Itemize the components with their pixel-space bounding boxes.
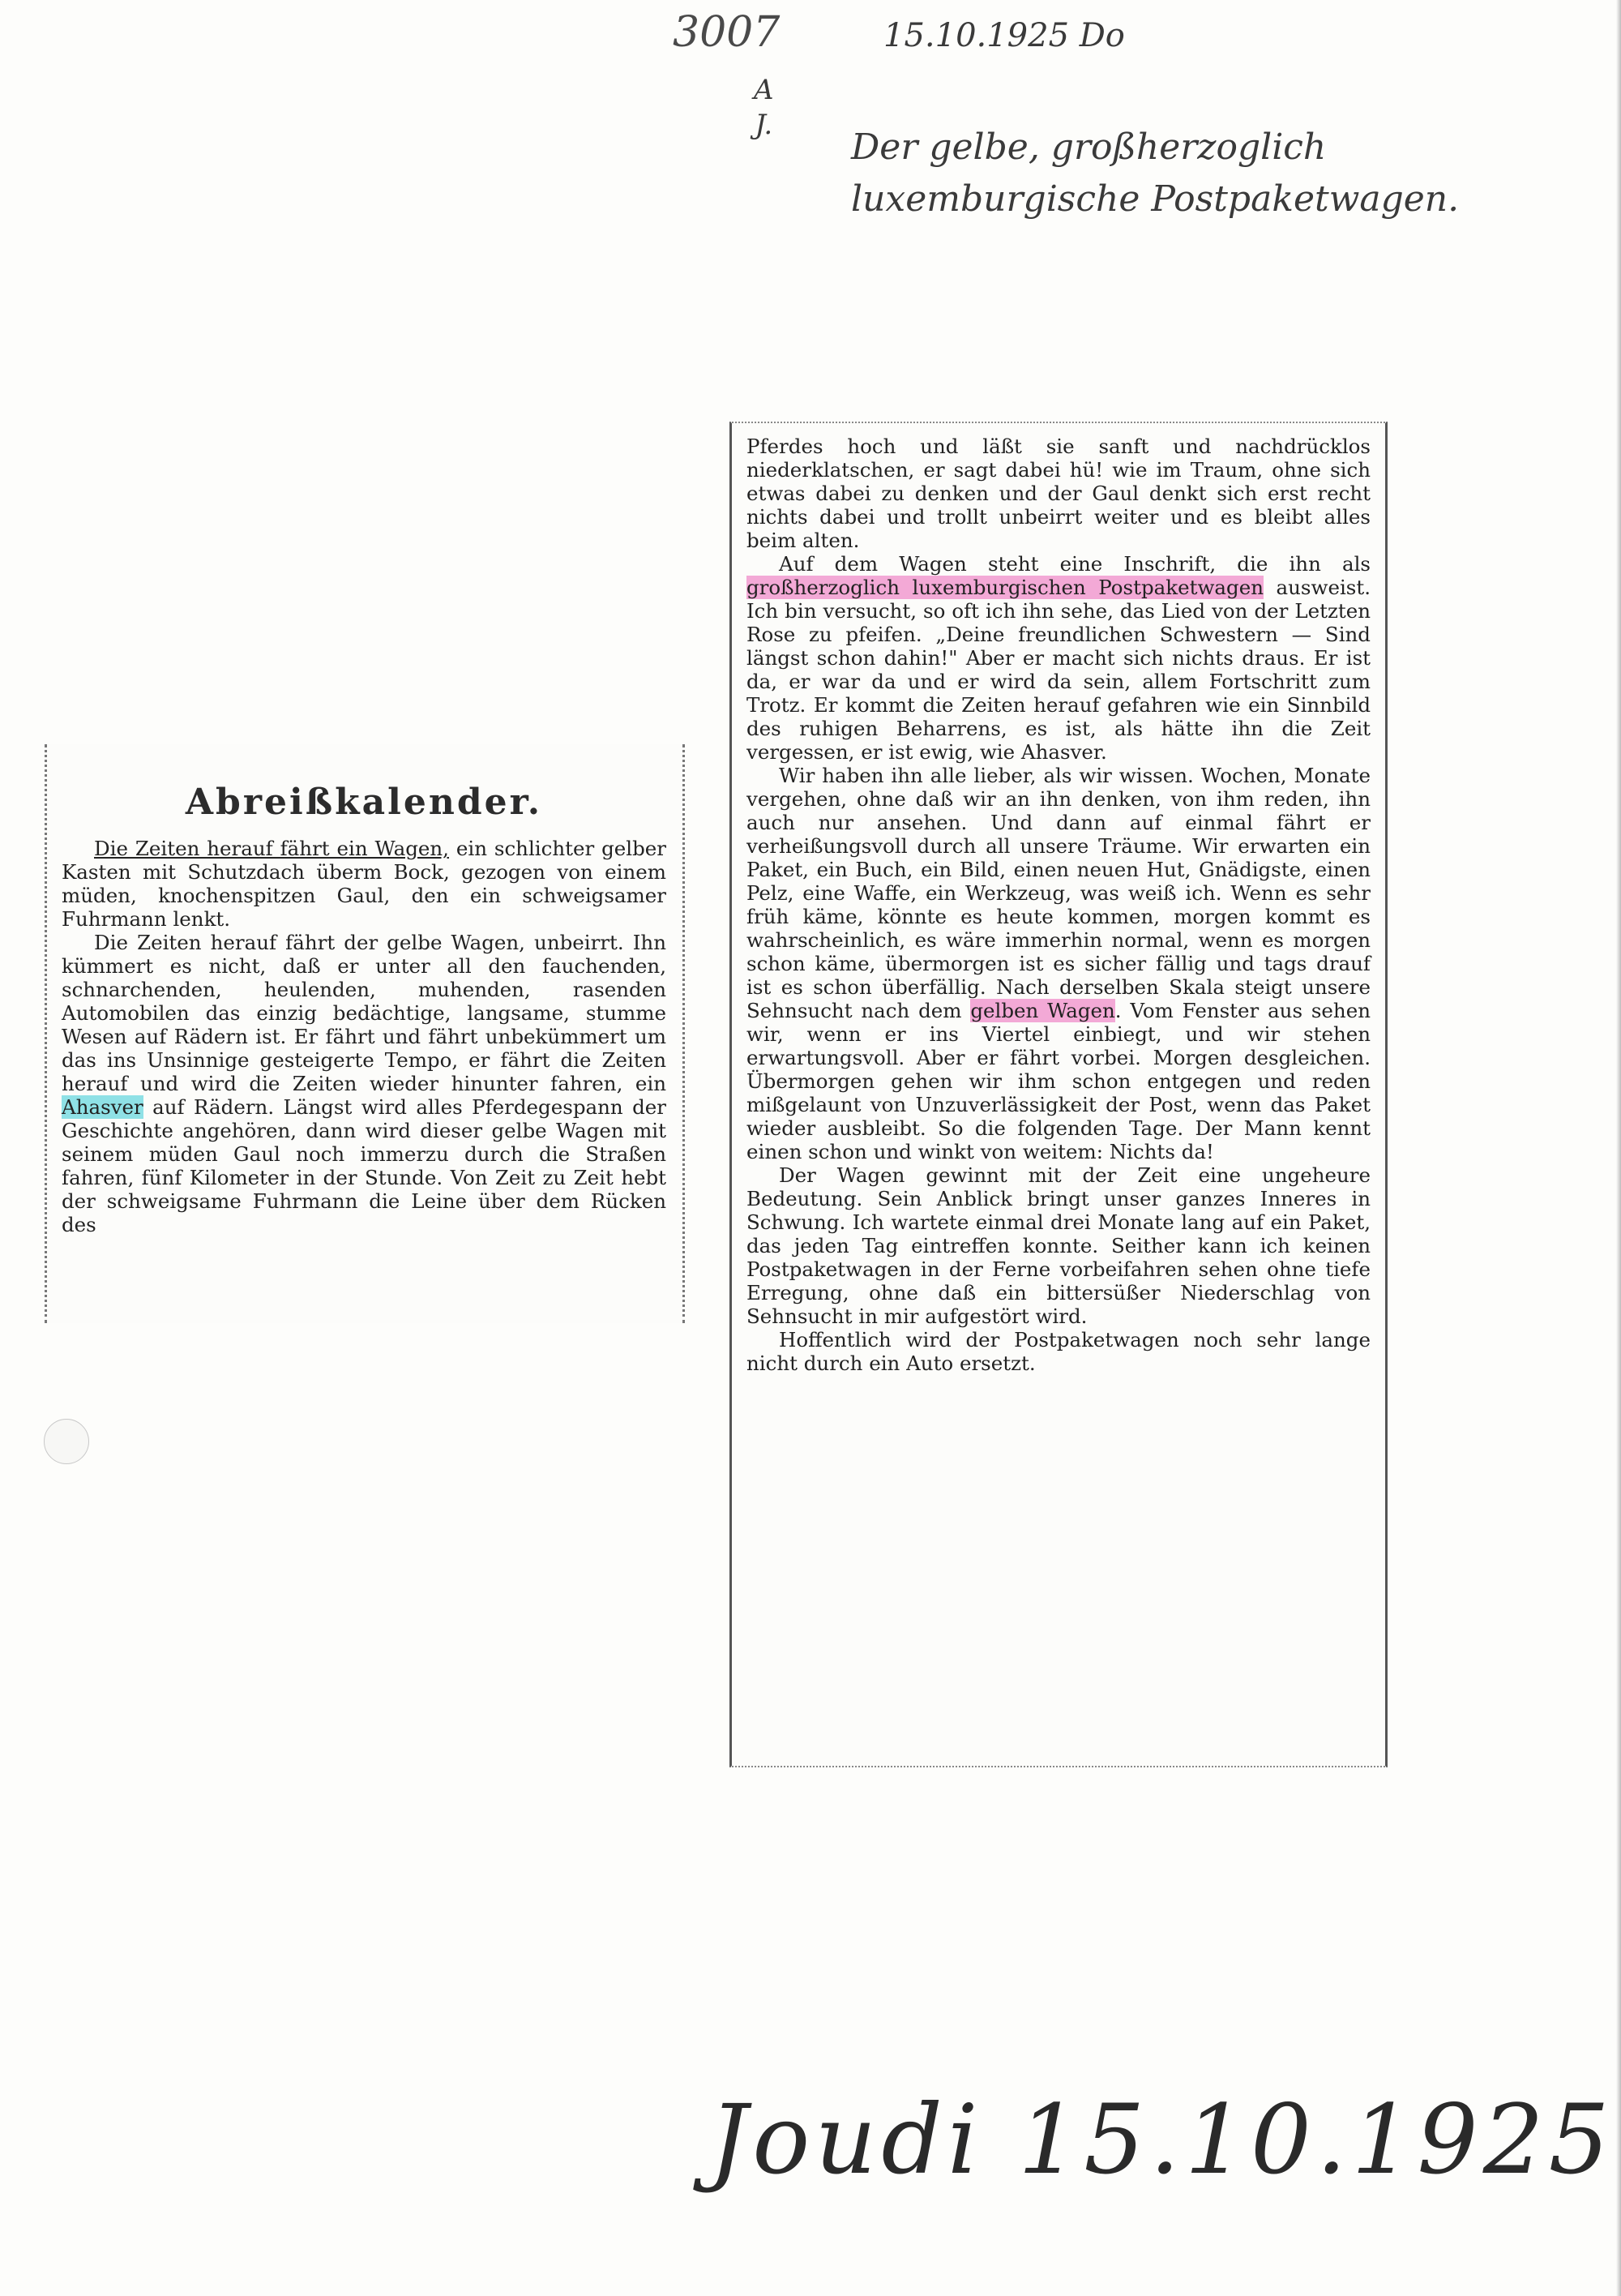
paragraph-text: ausweist. Ich bin versucht, so oft ich ihn sehe, das Lied von der Letzten Rose zu pfeifen. „Deine freundlichen Schwestern — Sind längst schon dahin!" Aber er macht sich nichts draus. Er ist da, er war da und er wird da sein, allem Fortschritt zum Trotz. Er kommt die Zeiten herauf gefahren wie ein Sinnbild des ruhigen Beharrens, es ist, als hätte ihn die Zeit vergessen, er ist ewig, wie Ahasver. (746, 576, 1371, 764)
paragraph-text: Auf dem Wagen steht eine Inschrift, die ihn als (779, 552, 1371, 576)
archive-number: 3007 (673, 8, 781, 57)
paragraph-text: Die Zeiten herauf fährt der gelbe Wagen, unbeirrt. Ihn kümmert es nicht, daß er unter all den fauchenden, schnarchenden, heulenden, muhenden, rasenden Automobilen das einzig bedächtige, langsame, stumme Wesen auf Rädern ist. Er fährt und fährt unbekümmert um das ins Unsinnige gesteigerte Tempo, er fährt die Zeiten herauf und wird die Zeiten wieder hinunter fahren, ein (62, 931, 666, 1095)
highlighted-term: großherzoglich luxemburgischen Postpaketwagen (746, 576, 1264, 599)
paragraph (62, 931, 666, 1236)
paragraph-text: Wir haben ihn alle lieber, als wir wissen. Wochen, Monate vergehen, ohne daß wir an ihn denken, von ihm reden, ihn auch nur ansehen. Und dann auf einmal fährt er verheißungsvoll durch all unsere Träume. Wir erwarten ein Paket, ein Buch, ein Bild, einen neuen Hut, Gnädigste, einen Pelz, eine Waffe, ein Werkzeug, was weiß ich. Wenn es sehr früh käme, könnte es heute kommen, morgen kommt es wahrscheinlich, es wäre immerhin normal, wenn es morgen schon käme, übermorgen ist es sicher fällig und tags drauf ist es schon überfällig. Nach derselben Skala steigt unsere Sehnsucht nach dem (746, 764, 1371, 1022)
paragraph: Pferdes hoch und läßt sie sanft und nachdrücklos niederklatschen, er sagt dabei hü! wie im Traum, ohne sich etwas dabei zu denken und der Gaul denkt sich erst recht nichts dabei und trollt unbeirrt weiter und es bleibt alles beim alten. (746, 435, 1371, 552)
page-edge (1616, 0, 1621, 2296)
paragraph: Hoffentlich wird der Postpaketwagen noch sehr lange nicht durch ein Auto ersetzt. (746, 1328, 1371, 1375)
highlighted-term: gelben Wagen (970, 999, 1115, 1022)
paragraph-text: auf Rädern. Längst wird alles Pferdegespann der Geschichte angehören, dann wird dieser gelbe Wagen mit seinem müden Gaul noch immerzu durch die Straßen fahren, fünf Kilometer in der Stunde. Von Zeit zu Zeit hebt der schweigsame Fuhrmann die Leine über dem Rücken des (62, 1095, 666, 1236)
article-column-left (45, 744, 685, 1323)
date-note: 15.10.1925 Do (883, 17, 1125, 54)
paragraph-text: ein schlichter gelber Kasten mit Schutzdach überm Bock, gezogen von einem müden, knochenspitzen Gaul, den ein schweigsamer Fuhrmann lenkt. (62, 837, 666, 931)
paragraph: Der Wagen gewinnt mit der Zeit eine ungeheure Bedeutung. Sein Anblick bringt unser ganzes Inneres in Schwung. Ich wartete einmal drei Monate lang auf ein Paket, das jeden Tag eintreffen konnte. Seither kann ich keinen Postpaketwagen in der Ferne vorbeifahren sehen ohne tiefe Erregung, ohne daß ein bittersüßer Niederschlag von Sehnsucht in mir aufgestört wird. (746, 1163, 1371, 1328)
paragraph (62, 837, 666, 931)
paragraph-text: . Vom Fenster aus sehen wir, wenn er ins Viertel einbiegt, und wir stehen erwartungsvoll. Aber er fährt vorbei. Morgen desgleichen. Übermorgen gehen wir ihm schon entgegen und reden mißgelaunt von Unzuverlässigkeit der Post, wenn das Paket wieder ausbleibt. So die folgenden Tage. Der Mann kennt einen schon und winkt von weitem: Nichts da! (746, 999, 1371, 1163)
article-column-right (729, 422, 1388, 1767)
margin-mark: A J. (754, 74, 774, 141)
article-headline: Abreißkalender. (185, 782, 543, 823)
subject-note: Der gelbe, großherzoglich luxemburgische Postpaketwagen. (851, 126, 1460, 220)
handwritten-signature-date: Joudi 15.10.1925 (709, 2084, 1615, 2195)
paragraph (746, 764, 1371, 1163)
paragraph (746, 552, 1371, 764)
paragraph-text: Die Zeiten herauf fährt ein Wagen, (94, 837, 449, 860)
highlighted-term: Ahasver (62, 1095, 143, 1119)
punch-hole (44, 1419, 89, 1464)
